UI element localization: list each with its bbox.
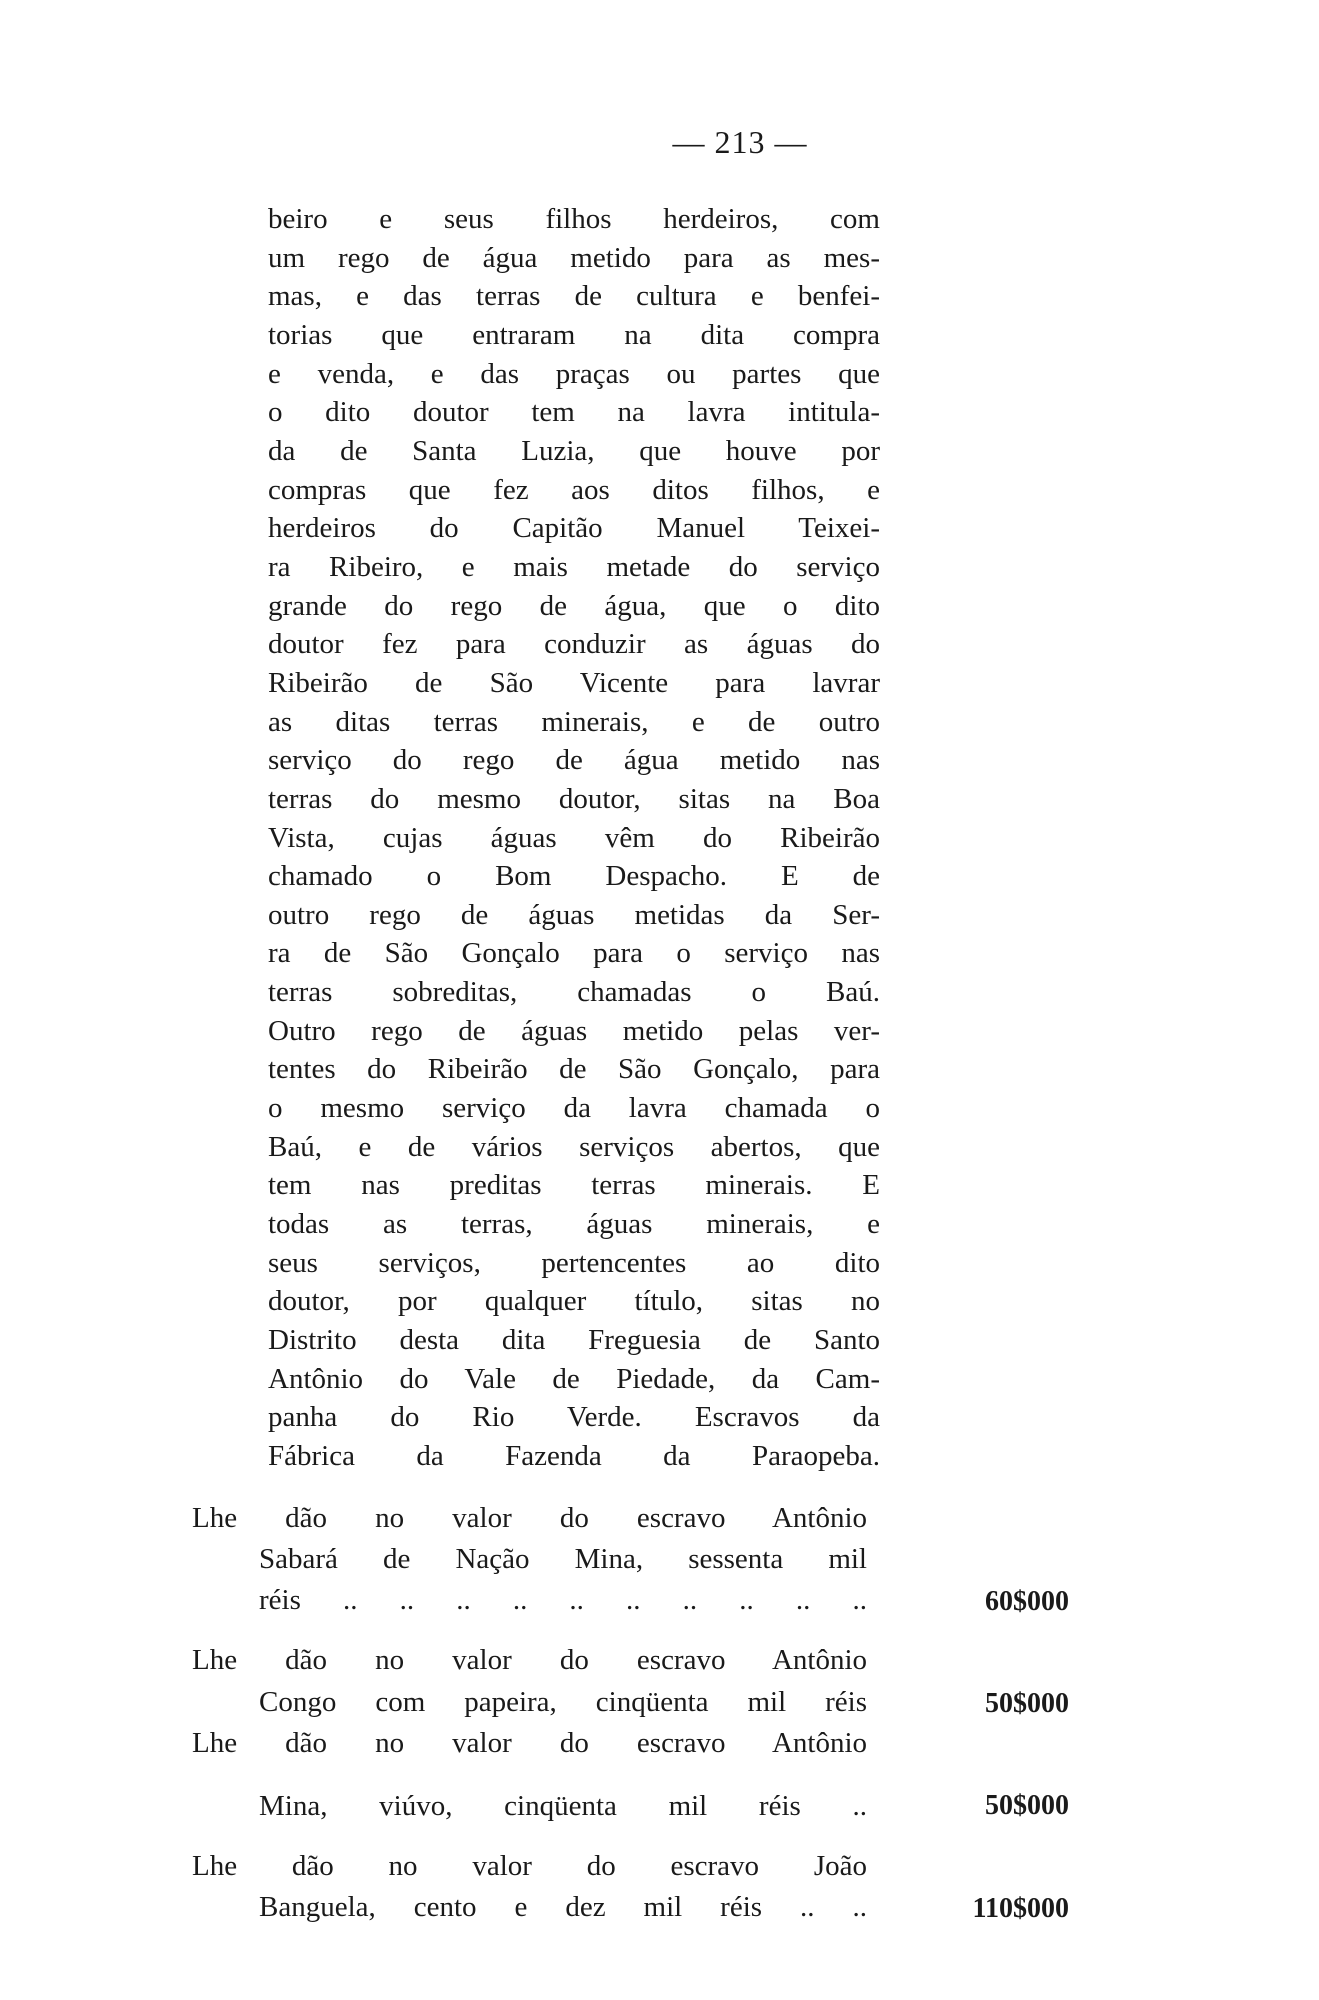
paragraph-line: as ditas terras minerais, e de outro <box>268 705 880 738</box>
paragraph-line: Antônio do Vale de Piedade, da Cam- <box>268 1362 880 1395</box>
entry-line: Lhe dão no valor do escravo Antônio <box>192 1502 867 1534</box>
paragraph-line: serviço do rego de água metido nas <box>268 744 880 777</box>
paragraph-line: Outro rego de águas metido pelas ver- <box>268 1014 880 1047</box>
paragraph-line: da de Santa Luzia, que houve por <box>268 434 880 467</box>
body-paragraph <box>268 200 880 1476</box>
paragraph-line: mas, e das terras de cultura e benfei- <box>268 280 880 313</box>
paragraph-line: chamado o Bom Despacho. E de <box>268 860 880 893</box>
paragraph-line: Ribeirão de São Vicente para lavrar <box>268 666 880 699</box>
paragraph-line: doutor fez para conduzir as águas do <box>268 628 880 661</box>
paragraph-line: beiro e seus filhos herdeiros, com <box>268 203 880 235</box>
paragraph-line: herdeiros do Capitão Manuel Teixei- <box>268 512 880 545</box>
entry-line: Sabará de Nação Mina, sessenta mil <box>259 1543 867 1575</box>
paragraph-line: o dito doutor tem na lavra intitula- <box>268 396 880 429</box>
paragraph-line: ra de São Gonçalo para o serviço nas <box>268 937 880 970</box>
entry-line: Banguela, cento e dez mil réis .. .. <box>259 1891 867 1923</box>
entry-line: Lhe dão no valor do escravo João <box>192 1850 867 1882</box>
entry-line: Congo com papeira, cinqüenta mil réis <box>259 1686 867 1718</box>
entry-value: 110$000 <box>972 1893 1069 1924</box>
entry-value: 50$000 <box>985 1790 1069 1821</box>
paragraph-line: todas as terras, águas minerais, e <box>268 1208 880 1241</box>
paragraph-line: doutor, por qualquer título, sitas no <box>268 1285 880 1318</box>
paragraph-line: ra Ribeiro, e mais metade do serviço <box>268 550 880 583</box>
entry-value: 60$000 <box>985 1586 1069 1617</box>
paragraph-line: outro rego de águas metidas da Ser- <box>268 898 880 931</box>
paragraph-line: tem nas preditas terras minerais. E <box>268 1169 880 1202</box>
paragraph-line: tentes do Ribeirão de São Gonçalo, para <box>268 1053 880 1086</box>
paragraph-line: Fábrica da Fazenda da Paraopeba. <box>268 1440 880 1472</box>
paragraph-line: seus serviços, pertencentes ao dito <box>268 1246 880 1279</box>
paragraph-line: terras sobreditas, chamadas o Baú. <box>268 976 880 1009</box>
paragraph-line: grande do rego de água, que o dito <box>268 589 880 622</box>
entry-line: Mina, viúvo, cinqüenta mil réis .. <box>259 1790 867 1822</box>
paragraph-line: o mesmo serviço da lavra chamada o <box>268 1092 880 1125</box>
paragraph-line: Baú, e de vários serviços abertos, que <box>268 1130 880 1163</box>
paragraph-line: Vista, cujas águas vêm do Ribeirão <box>268 821 880 854</box>
paragraph-line: Distrito desta dita Freguesia de Santo <box>268 1324 880 1357</box>
paragraph-line: um rego de água metido para as mes- <box>268 241 880 274</box>
paragraph-line: compras que fez aos ditos filhos, e <box>268 473 880 506</box>
paragraph-line: torias que entraram na dita compra <box>268 318 880 351</box>
paragraph-line: panha do Rio Verde. Escravos da <box>268 1401 880 1434</box>
entry-line: Lhe dão no valor do escravo Antônio <box>192 1644 867 1676</box>
entry-line: réis .. .. .. .. .. .. .. .. .. .. <box>259 1584 867 1616</box>
entry-line: Lhe dão no valor do escravo Antônio <box>192 1727 867 1759</box>
paragraph-line: e venda, e das praças ou partes que <box>268 357 880 390</box>
entry-value: 50$000 <box>985 1688 1069 1719</box>
page-number: — 213 — <box>672 124 808 160</box>
paragraph-line: terras do mesmo doutor, sitas na Boa <box>268 782 880 815</box>
